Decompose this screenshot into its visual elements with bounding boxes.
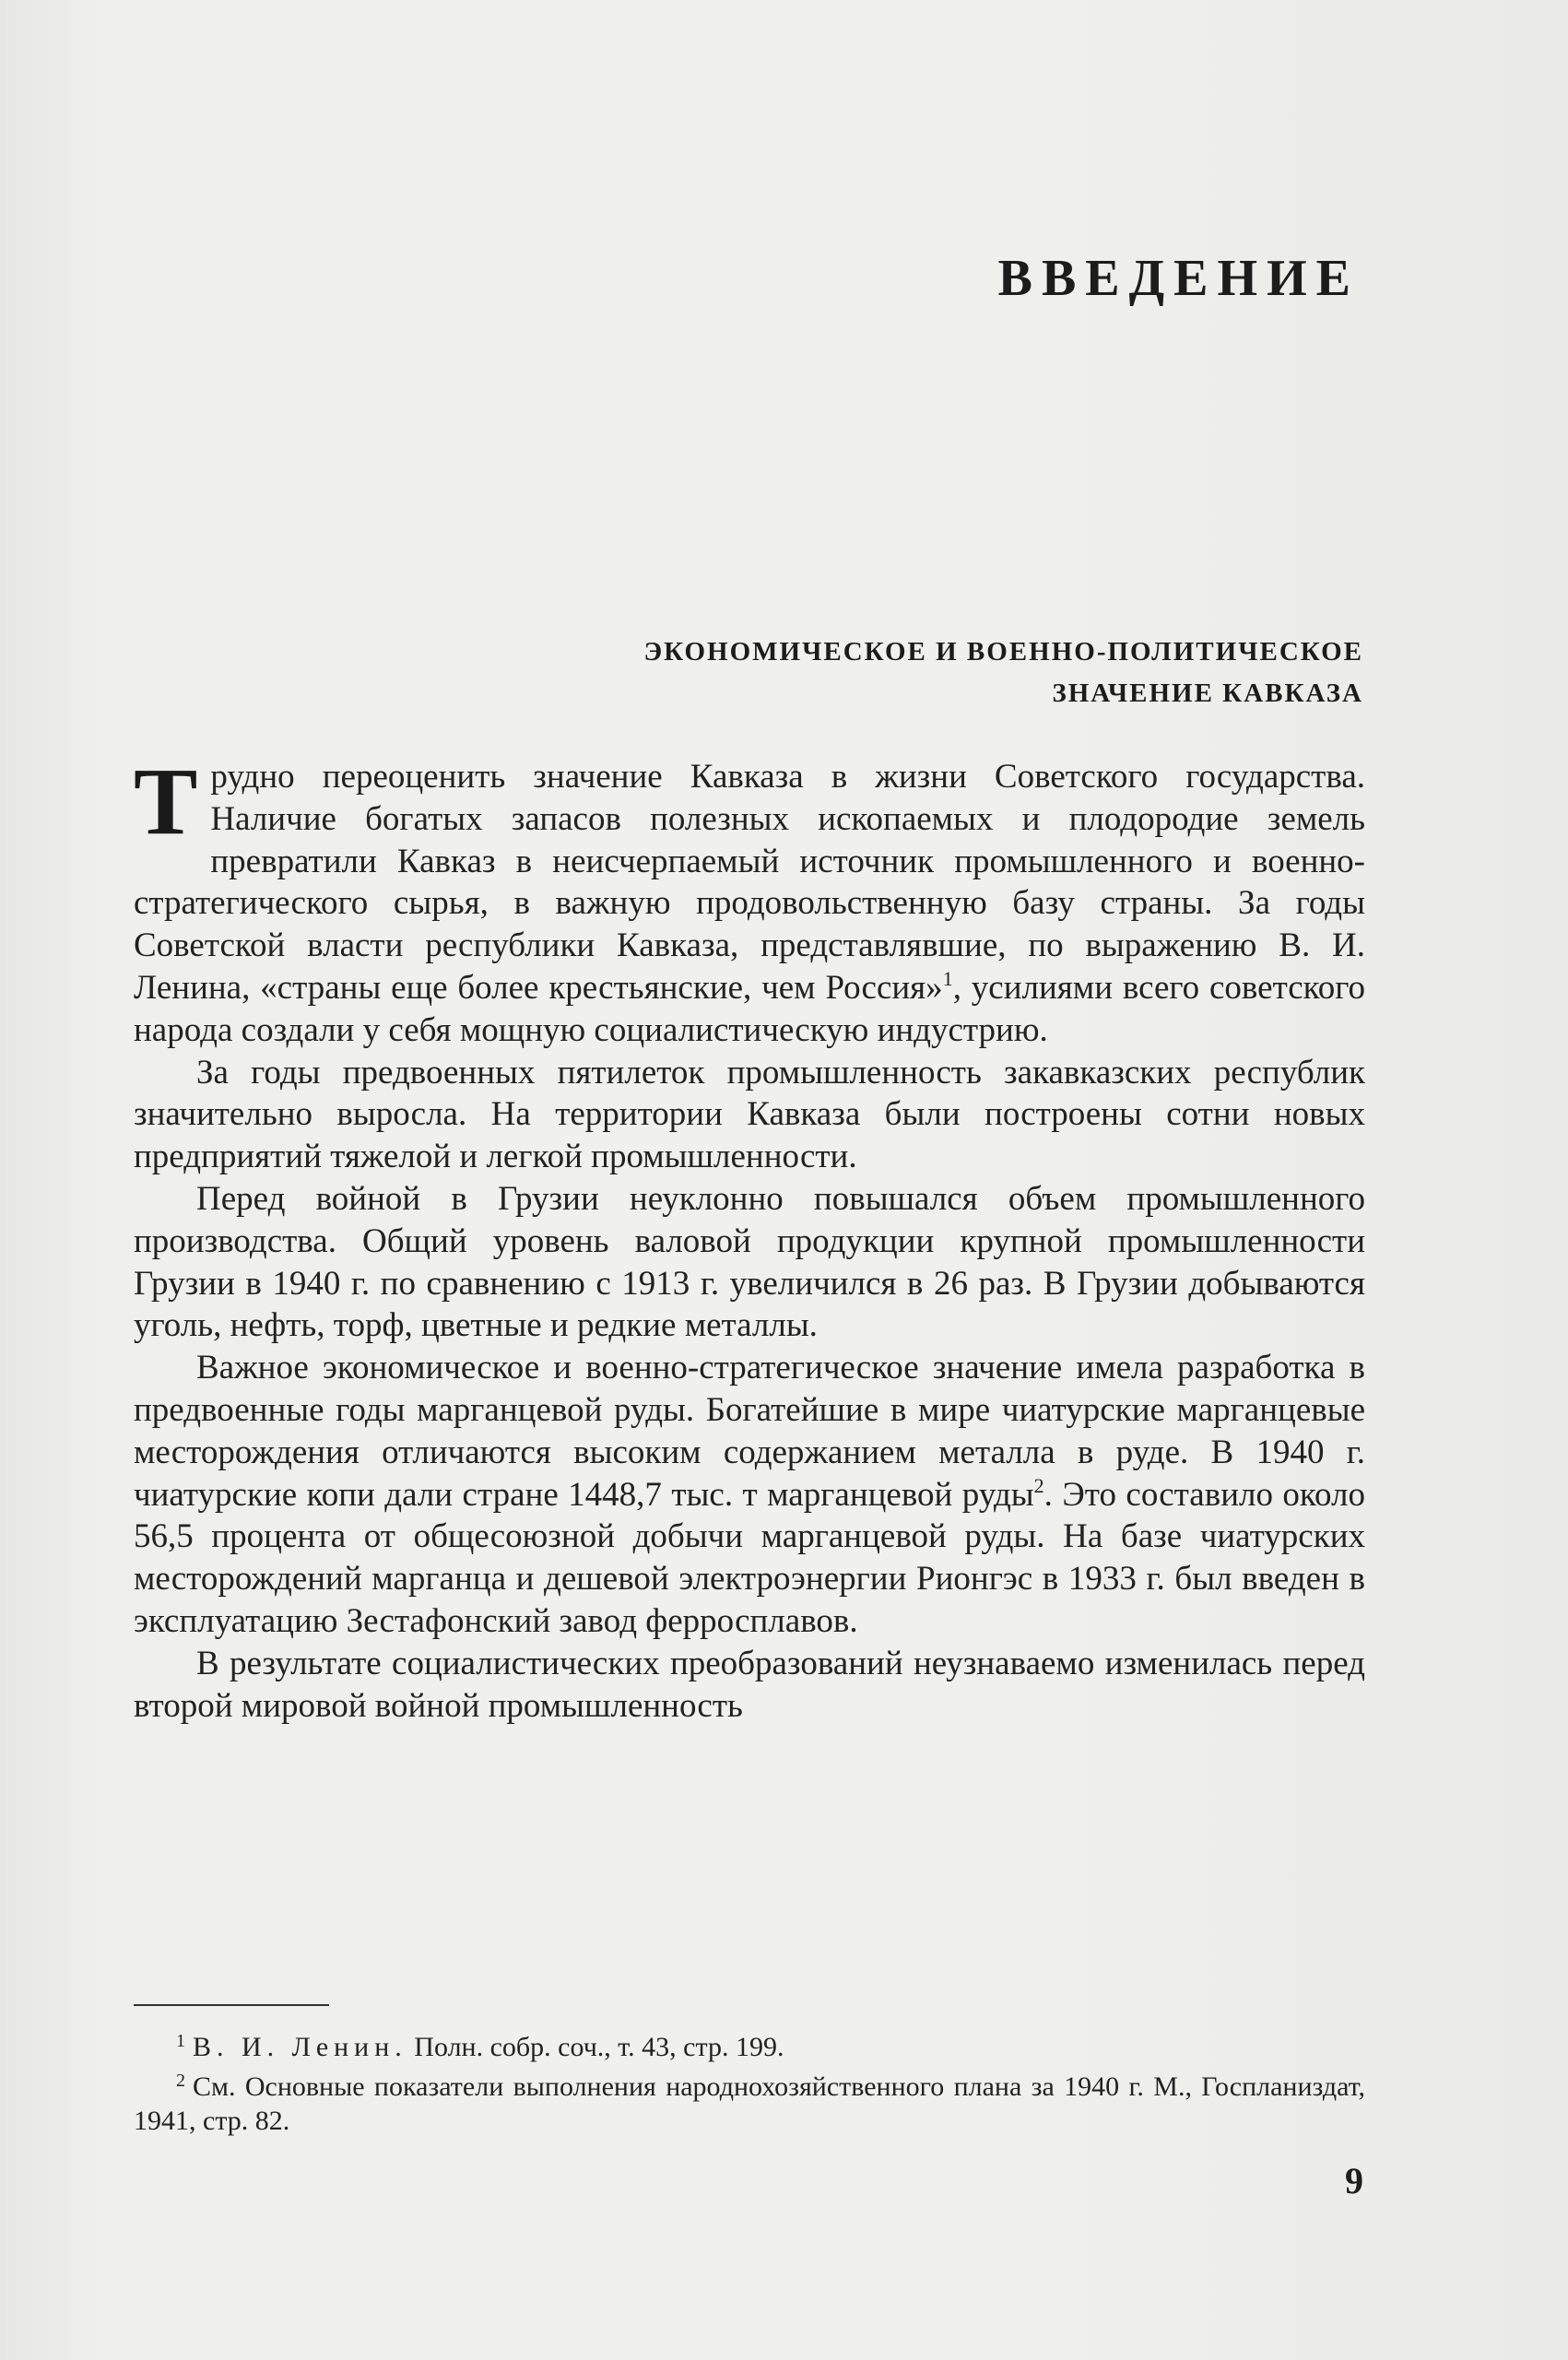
footnotes: [134, 2024, 1365, 2138]
body-text: [134, 749, 1365, 1727]
footnote-1: [134, 2024, 1365, 2064]
footnote-2-number: 2: [176, 2071, 185, 2091]
footnote-1-author: В. И. Ленин.: [193, 2032, 407, 2062]
paragraph-1-text-a: рудно переоценить значение Кавказа в жизни Советского государства. Наличие богатых запасов полезных ископаемых и плодородие земель превратили Кавказ в неисчерпаемый источник промышленного и военно-стратегического сырья, в важную продовольственную базу страны. За годы Советской власти республики Кавказа, представлявшие, по выражению В. И. Ленина, «страны еще более крестьянские, чем Россия»: [134, 758, 1365, 1007]
paragraph-4: [134, 1347, 1365, 1643]
footnote-1-number: 1: [176, 2031, 185, 2051]
section-heading-line-1: ЭКОНОМИЧЕСКОЕ И ВОЕННО-ПОЛИТИЧЕСКОЕ: [643, 637, 1363, 667]
paragraph-3: Перед войной в Грузии неуклонно повышался объем промышленного производства. Общий уровень валовой продукции крупной промышленности Грузии в 1940 г. по сравнению с 1913 г. увеличился в 26 раз. В Грузии добываются уголь, нефть, торф, цветные и редкие металлы.: [134, 1179, 1365, 1345]
chapter-title: ВВЕДЕНИЕ: [997, 250, 1360, 307]
footnote-ref-2: 2: [1033, 1473, 1044, 1497]
footnote-divider: [134, 2004, 329, 2006]
footnote-1-text: Полн. собр. соч., т. 43, стр. 199.: [414, 2032, 784, 2062]
paragraph-5: В результате социалистических преобразований неузнаваемо изменилась перед второй мировой войной промышленность: [134, 1644, 1365, 1725]
paragraph-4-text-a: Важное экономическое и военно-стратегическое значение имела разработка в предвоенные годы марганцевой руды. Богатейшие в мире чиатурские марганцевые месторождения отличаются высоким содержанием металла в руде. В 1940 г. чиатурские копи дали стране 1448,7 тыс. т марганцевой руды: [134, 1349, 1365, 1514]
footnote-2-text: См. Основные показатели выполнения народнохозяйственного плана за 1940 г. М., Госпланиздат, 1941, стр. 82.: [134, 2071, 1365, 2136]
paragraph-1-text-b: , усилиями всего советского народа создали у себя мощную социалистическую индустрию.: [134, 968, 1365, 1049]
footnote-2: [134, 2064, 1365, 2138]
paragraph-2: За годы предвоенных пятилеток промышленность закавказских республик значительно выросла. На территории Кавказа были построены сотни новых предприятий тяжелой и легкой промышленности.: [134, 1053, 1365, 1176]
section-heading-line-2: ЗНАЧЕНИЕ КАВКАЗА: [1052, 678, 1363, 708]
paragraph-1: [134, 749, 1365, 1052]
drop-cap: Т: [134, 749, 198, 855]
footnote-ref-1: 1: [942, 966, 953, 990]
section-heading: [442, 631, 1363, 714]
paragraph-4-text-b: . Это составило около 56,5 процента от общесоюзной добычи марганцевой руды. На базе чиатурских месторождений марганца и дешевой электроэнергии Рионгэс в 1933 г. был введен в эксплуатацию Зестафонский завод ферросплавов.: [134, 1475, 1365, 1640]
page-number: 9: [1345, 2160, 1363, 2201]
